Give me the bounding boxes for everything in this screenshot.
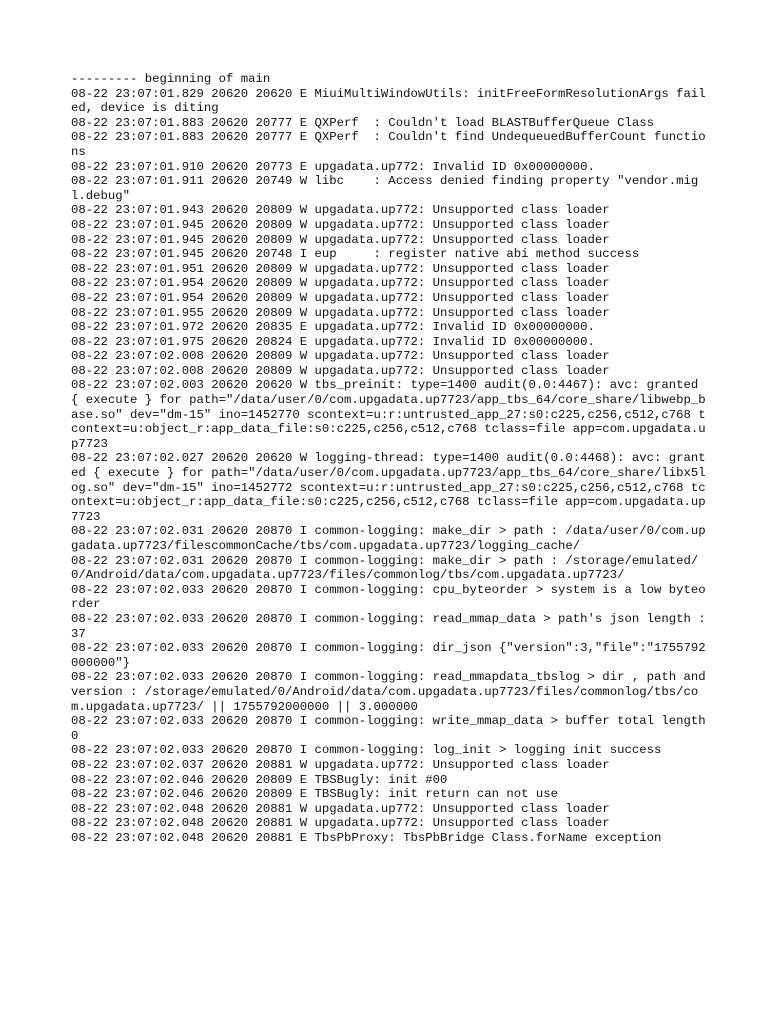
- log-line: 08-22 23:07:01.945 20620 20809 W upgadata.up772: Unsupported class loader: [71, 217, 610, 232]
- log-line: 08-22 23:07:01.975 20620 20824 E upgadata.up772: Invalid ID 0x00000000.: [71, 334, 595, 349]
- log-line: 08-22 23:07:01.951 20620 20809 W upgadata.up772: Unsupported class loader: [71, 261, 610, 276]
- log-line: 08-22 23:07:01.972 20620 20835 E upgadata.up772: Invalid ID 0x00000000.: [71, 320, 595, 335]
- log-line: 08-22 23:07:01.829 20620 20620 E MiuiMultiWindowUtils: initFreeFormResolutionArgs failed, device is diting: [71, 86, 706, 116]
- log-line: 08-22 23:07:01.955 20620 20809 W upgadata.up772: Unsupported class loader: [71, 305, 610, 320]
- log-line: 08-22 23:07:01.945 20620 20748 I eup : register native abi method success: [71, 247, 640, 262]
- log-line: 08-22 23:07:02.046 20620 20809 E TBSBugly: init #00: [71, 772, 448, 787]
- log-line: 08-22 23:07:02.008 20620 20809 W upgadata.up772: Unsupported class loader: [71, 349, 610, 364]
- log-line: 08-22 23:07:02.031 20620 20870 I common-logging: make_dir > path : /data/user/0/com.upgadata.up7723/filescommonCache/tbs/com.upgadata.up7723/logging_cache/: [71, 524, 706, 553]
- log-line: 08-22 23:07:02.048 20620 20881 W upgadata.up772: Unsupported class loader: [71, 801, 610, 816]
- log-line: 08-22 23:07:02.048 20620 20881 W upgadata.up772: Unsupported class loader: [71, 816, 610, 831]
- log-line: 08-22 23:07:02.003 20620 20620 W tbs_preinit: type=1400 audit(0.0:4467): avc: granted { execute } for path="/data/user/0/com.upgadata.up7723/app_tbs_64/core_share/libwebp_base.so" dev="dm-15" ino=1452770 scontext=u:r:untrusted_app_27:s0:c225,c256,c512,c768 tcontext=u:object_r:app_data_file:s0:c225,c256,c512,c768 tclass=file app=com.upgadata.up7723: [71, 378, 706, 451]
- log-line: 08-22 23:07:02.033 20620 20870 I common-logging: read_mmapdata_tbslog > dir , path and version : /storage/emulated/0/Android/data/com.upgadata.up7723/files/commonlog/tbs/com.upgadata.up7723/ || 1755792000000 || 3.000000: [71, 670, 714, 714]
- log-line: 08-22 23:07:02.037 20620 20881 W upgadata.up772: Unsupported class loader: [71, 757, 610, 772]
- log-line: 08-22 23:07:02.046 20620 20809 E TBSBugly: init return can not use: [71, 787, 559, 802]
- log-line: 08-22 23:07:02.008 20620 20809 W upgadata.up772: Unsupported class loader: [71, 363, 610, 378]
- log-line: 08-22 23:07:02.048 20620 20881 E TbsPbProxy: TbsPbBridge Class.forName exception: [71, 830, 662, 845]
- log-line: 08-22 23:07:01.883 20620 20777 E QXPerf : Couldn't load BLASTBufferQueue Class: [71, 115, 654, 130]
- log-line: 08-22 23:07:01.910 20620 20773 E upgadata.up772: Invalid ID 0x00000000.: [71, 159, 595, 174]
- log-line: 08-22 23:07:01.954 20620 20809 W upgadata.up772: Unsupported class loader: [71, 276, 610, 291]
- log-output: [71, 72, 714, 845]
- log-line: 08-22 23:07:02.027 20620 20620 W logging-thread: type=1400 audit(0.0:4468): avc: granted { execute } for path="/data/user/0/com.upgadata.up7723/app_tbs_64/core_share/libx5log.so" dev="dm-15" ino=1452772 scontext=u:r:untrusted_app_27:s0:c225,c256,c512,c768 tcontext=u:object_r:app_data_file:s0:c225,c256,c512,c768 tclass=file app=com.upgadata.up7723: [71, 451, 706, 524]
- log-line: 08-22 23:07:02.033 20620 20870 I common-logging: write_mmap_data > buffer total length 0: [71, 714, 714, 743]
- log-line: 08-22 23:07:01.954 20620 20809 W upgadata.up772: Unsupported class loader: [71, 290, 610, 305]
- log-line: 08-22 23:07:01.883 20620 20777 E QXPerf : Couldn't find UndequeuedBufferCount functions: [71, 130, 706, 159]
- log-line: 08-22 23:07:02.033 20620 20870 I common-logging: log_init > logging init success: [71, 743, 662, 758]
- log-line: 08-22 23:07:01.945 20620 20809 W upgadata.up772: Unsupported class loader: [71, 232, 610, 247]
- log-line: --------- beginning of main: [71, 72, 271, 86]
- log-line: 08-22 23:07:02.031 20620 20870 I common-logging: make_dir > path : /storage/emulated/0/Android/data/com.upgadata.up7723/files/commonlog/tbs/com.upgadata.up7723/: [71, 553, 699, 583]
- log-line: 08-22 23:07:01.943 20620 20809 W upgadata.up772: Unsupported class loader: [71, 203, 610, 218]
- log-line: 08-22 23:07:02.033 20620 20870 I common-logging: cpu_byteorder > system is a low byteorder: [71, 582, 706, 612]
- log-line: 08-22 23:07:01.911 20620 20749 W libc : Access denied finding property "vendor.migl.debug": [71, 174, 699, 203]
- log-line: 08-22 23:07:02.033 20620 20870 I common-logging: dir_json {"version":3,"file":"1755792000000"}: [71, 641, 706, 670]
- log-line: 08-22 23:07:02.033 20620 20870 I common-logging: read_mmap_data > path's json length : 37: [71, 611, 714, 641]
